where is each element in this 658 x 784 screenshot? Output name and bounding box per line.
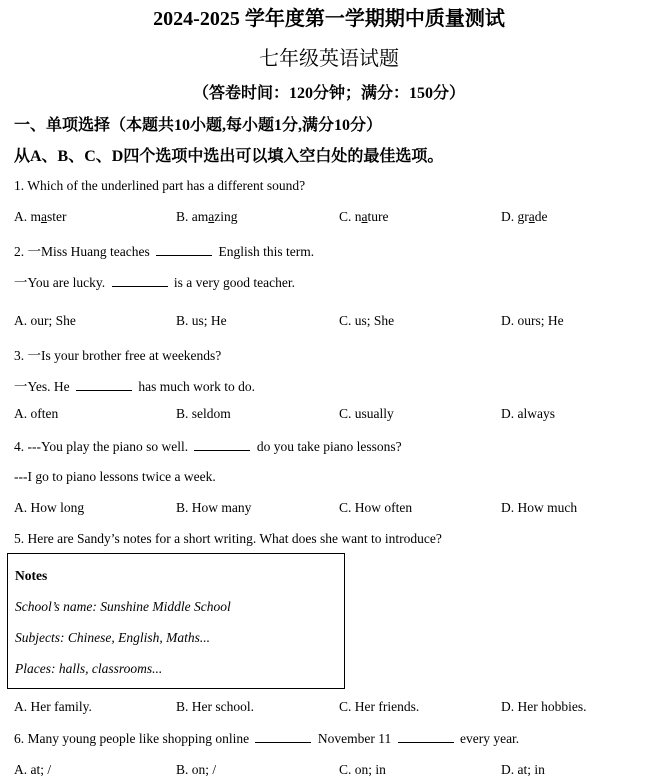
question-2-line2: 一You are lucky. is a very good teacher. — [14, 275, 295, 290]
question-5-stem: 5. Here are Sandy’s notes for a short writing. What does she want to introduce? — [14, 531, 442, 546]
exam-title: 2024-2025 学年度第一学期期中质量测试 — [153, 8, 505, 30]
question-2-line1: 2. 一Miss Huang teaches English this term. — [14, 244, 315, 259]
answer-blank — [156, 243, 212, 256]
notes-subjects: Subjects: Chinese, English, Maths... — [15, 630, 210, 645]
q2-option-a: A. our; She — [14, 313, 76, 328]
answer-blank — [112, 274, 168, 287]
q3-option-a: A. often — [14, 406, 59, 421]
q1-option-d: D. grade — [501, 209, 548, 224]
section-instruction: 从A、B、C、D四个选项中选出可以填入空白处的最佳选项。 — [14, 148, 444, 165]
q1-option-c: C. nature — [339, 209, 389, 224]
exam-time-score: （答卷时间：120分钟；满分：150分） — [192, 85, 465, 102]
section-heading: 一、单项选择（本题共10小题,每小题1分,满分10分） — [14, 117, 383, 134]
question-1-stem: 1. Which of the underlined part has a different sound? — [14, 178, 306, 193]
q4-option-d: D. How much — [501, 500, 578, 515]
question-4-line2: ---I go to piano lessons twice a week. — [14, 469, 216, 484]
question-3-line1: 3. 一Is your brother free at weekends? — [14, 348, 222, 363]
notes-school-name: School’s name: Sunshine Middle School — [15, 599, 231, 614]
q5-option-a: A. Her family. — [14, 699, 92, 714]
question-6-stem: 6. Many young people like shopping online November 11 every year. — [14, 731, 520, 746]
notes-title: Notes — [15, 568, 48, 583]
q2-option-d: D. ours; He — [501, 313, 564, 328]
q6-option-c: C. on; in — [339, 762, 386, 777]
q5-option-b: B. Her school. — [176, 699, 254, 714]
question-4-line1: 4. ---You play the piano so well. do you take piano lessons? — [14, 439, 402, 454]
q2-option-c: C. us; She — [339, 313, 395, 328]
answer-blank — [76, 378, 132, 391]
answer-blank — [398, 730, 454, 743]
q1-option-b: B. amazing — [176, 209, 238, 224]
q4-option-c: C. How often — [339, 500, 413, 515]
q5-option-c: C. Her friends. — [339, 699, 420, 714]
q3-option-c: C. usually — [339, 406, 394, 421]
exam-subtitle: 七年级英语试题 — [259, 48, 399, 70]
answer-blank — [255, 730, 311, 743]
q5-option-d: D. Her hobbies. — [501, 699, 587, 714]
q4-option-b: B. How many — [176, 500, 252, 515]
question-3-line2: 一Yes. He has much work to do. — [14, 379, 255, 394]
notes-places: Places: halls, classrooms... — [15, 661, 163, 676]
q1-option-a: A. master — [14, 209, 67, 224]
q3-option-d: D. always — [501, 406, 555, 421]
notes-box — [7, 553, 345, 689]
answer-blank — [194, 438, 250, 451]
q6-option-d: D. at; in — [501, 762, 545, 777]
q6-option-a: A. at; / — [14, 762, 52, 777]
q2-option-b: B. us; He — [176, 313, 227, 328]
q6-option-b: B. on; / — [176, 762, 217, 777]
q4-option-a: A. How long — [14, 500, 85, 515]
q3-option-b: B. seldom — [176, 406, 231, 421]
